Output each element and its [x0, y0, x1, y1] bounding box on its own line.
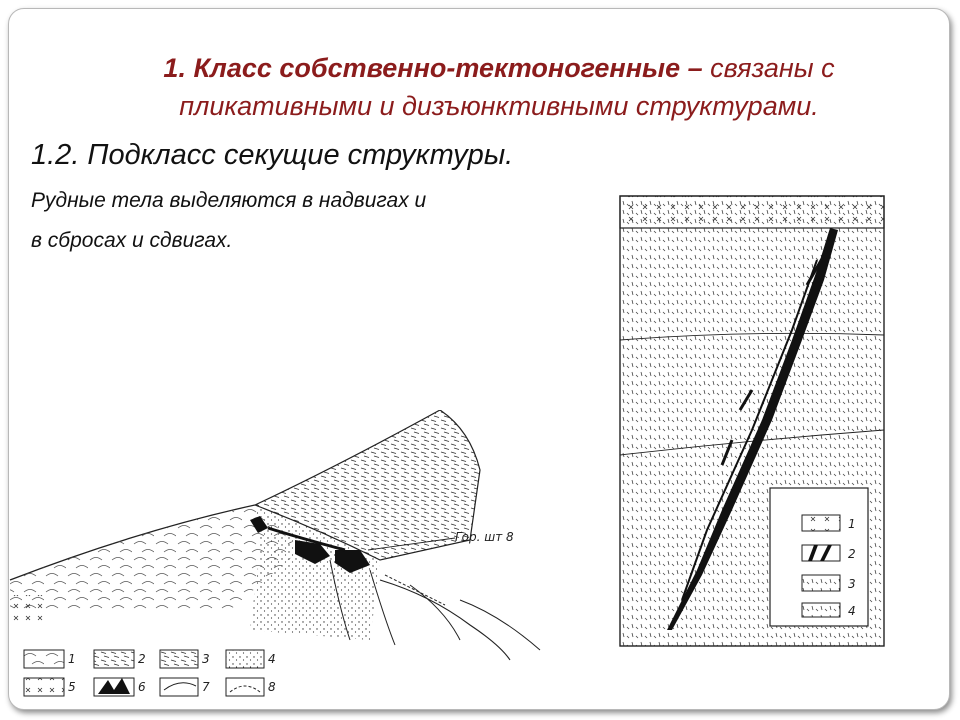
- slide-title: [69, 49, 929, 125]
- title-bold-part: 1. Класс собственно-тектоногенные –: [163, 53, 703, 83]
- right-legend-number: 3: [848, 577, 856, 591]
- thrust-section-figure: [0, 410, 560, 710]
- left-legend-number: 8: [268, 680, 276, 694]
- body-text-line-2: в сбросах и сдвигах.: [31, 229, 233, 252]
- title-rest-part: связаны с пликативными и дизъюнктивными структурами.: [179, 53, 835, 121]
- right-legend-number: 2: [848, 547, 856, 561]
- horizon-label: Гор. шт 8: [455, 530, 514, 544]
- body-text-line-1: Рудные тела выделяются в надвигах и: [31, 189, 427, 212]
- left-legend-number: 1: [68, 652, 76, 666]
- left-legend-number: 5: [68, 680, 76, 694]
- right-legend-number: 4: [848, 604, 856, 618]
- slide-subtitle: 1.2. Подкласс секущие структуры.: [31, 139, 514, 171]
- right-legend-number: 1: [848, 517, 856, 531]
- fault-vein-section-figure: [612, 190, 892, 660]
- left-legend-number: 6: [138, 680, 146, 694]
- left-legend: [24, 650, 276, 696]
- left-legend-number: 3: [202, 652, 210, 666]
- left-legend-number: 4: [268, 652, 276, 666]
- left-legend-number: 2: [138, 652, 146, 666]
- left-legend-number: 7: [202, 680, 210, 694]
